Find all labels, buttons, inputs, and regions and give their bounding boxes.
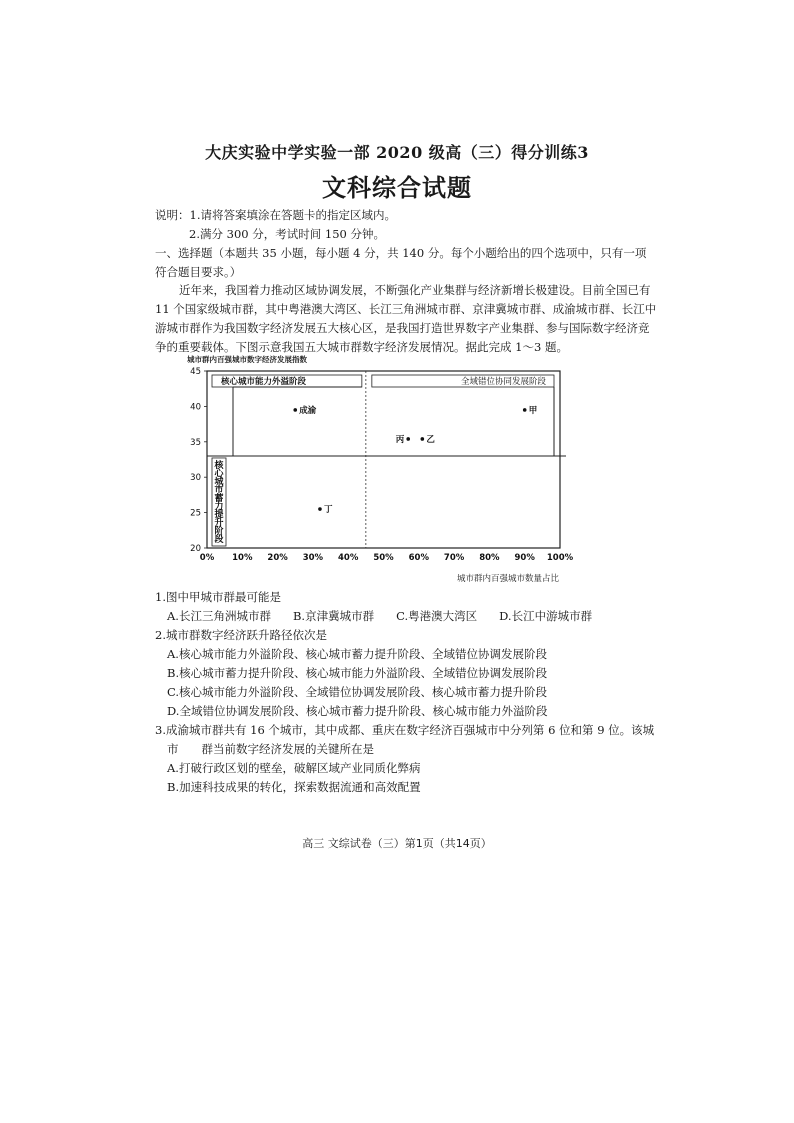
chart-x-axis-label: 城市群内百强城市数量占比 [456, 574, 559, 584]
instruction-line-1: 说明：1.请将答案填涂在答题卡的指定区域内。 [155, 208, 396, 222]
question-1-stem: 1.图中甲城市群最可能是 [155, 590, 281, 604]
chart-frame [207, 371, 560, 548]
question-1-option-b: B.京津冀城市群 [292, 609, 375, 623]
exam-title: 文科综合试题 [322, 173, 472, 202]
passage-line-4: 争的重要载体。下图示意我国五大城市群数字经济发展情况。据此完成 1～3 题。 [155, 340, 568, 354]
question-3-option-b: B.加速科技成果的转化，探索数据流通和高效配置 [167, 780, 421, 794]
x-tick-label: 40% [338, 553, 359, 563]
question-2-option-d: D.全域错位协调发展阶段、核心城市蓄力提升阶段、核心城市能力外溢阶段 [167, 704, 548, 718]
x-tick-label: 90% [514, 553, 535, 563]
question-1-option-c: C.粤港澳大湾区 [396, 609, 478, 623]
data-point [293, 408, 297, 412]
x-tick-label: 70% [443, 553, 465, 563]
x-tick-label: 50% [373, 553, 394, 563]
y-tick-label: 45 [190, 367, 201, 377]
y-tick-label: 35 [190, 437, 201, 448]
school-title: 大庆实验中学实验一部 2020 级高（三）得分训练3 [205, 143, 589, 162]
data-point [318, 507, 322, 511]
passage [155, 281, 670, 357]
region-label-left: 核心城市蓄力提升阶段 [214, 460, 224, 545]
section-heading: 一、选择题（本题共 35 小题，每小题 4 分，共 140 分。每个小题给出的四个选项中，只有一项 [155, 246, 647, 260]
passage-line-1: 近年来，我国着力推动区域协调发展，不断强化产业集群与经济新增长极建设。目前全国已有 [179, 283, 651, 297]
passage-line-3: 游城市群作为我国数字经济发展五大核心区，是我国打造世界数字产业集群、参与国际数字经济竞 [155, 321, 650, 335]
page-footer: 高三 文综试卷（三）第1页（共14页） [302, 837, 492, 850]
data-point [406, 437, 410, 441]
x-tick-label: 60% [408, 553, 429, 563]
x-tick-label: 20% [267, 553, 288, 563]
data-point-label: 丁 [323, 505, 333, 516]
question-3-stem-cont: 市 群当前数字经济发展的关键所在是 [167, 742, 374, 756]
x-tick-label: 10% [232, 553, 253, 563]
data-point [421, 437, 425, 441]
x-tick-label: 0% [199, 553, 215, 563]
question-2 [155, 626, 695, 721]
y-tick-label: 25 [190, 508, 201, 519]
data-point-label: 丙 [395, 434, 405, 445]
region-label-top-left: 核心城市能力外溢阶段 [221, 377, 307, 387]
question-2-option-b: B.核心城市蓄力提升阶段、核心城市能力外溢阶段、全域错位协调发展阶段 [167, 666, 548, 680]
x-tick-label: 30% [302, 553, 324, 563]
x-tick-label: 80% [479, 553, 500, 563]
chart-y-axis-label: 城市群内百强城市数字经济发展指数 [187, 355, 307, 364]
data-point-label: 乙 [426, 434, 435, 445]
data-point-label: 成渝 [299, 405, 317, 416]
y-tick-label: 20 [190, 544, 201, 554]
question-2-option-c: C.核心城市能力外溢阶段、全域错位协调发展阶段、核心城市蓄力提升阶段 [167, 685, 548, 699]
y-tick-label: 30 [190, 473, 201, 484]
instruction-line-2: 2.满分 300 分，考试时间 150 分钟。 [189, 227, 385, 241]
question-1-option-d: D.长江中游城市群 [499, 609, 593, 623]
x-tick-label: 100% [546, 553, 574, 563]
data-point-label: 甲 [528, 405, 538, 416]
region-label-top-right: 全域错位协同发展阶段 [460, 377, 546, 387]
y-tick-label: 40 [190, 402, 201, 413]
question-3-option-a: A.打破行政区划的壁垒，破解区域产业同质化弊病 [167, 761, 421, 775]
question-3-stem: 3.成渝城市群共有 16 个城市，其中成都、重庆在数字经济百强城市中分列第 6 位和第 9 位。该城 [155, 723, 655, 737]
data-point [523, 408, 527, 412]
question-2-option-a: A.核心城市能力外溢阶段、核心城市蓄力提升阶段、全域错位协调发展阶段 [167, 647, 547, 661]
question-1-option-a: A.长江三角洲城市群 [167, 609, 271, 623]
question-2-stem: 2.城市群数字经济跃升路径依次是 [155, 628, 327, 642]
question-3 [155, 721, 695, 797]
section-heading-cont: 符合题目要求。） [155, 265, 242, 279]
question-1 [155, 588, 695, 626]
instructions [155, 206, 670, 282]
scatter-chart [155, 353, 585, 585]
passage-line-2: 11 个国家级城市群，其中粤港澳大湾区、长江三角洲城市群、京津冀城市群、成渝城市群、长江中 [155, 302, 657, 316]
